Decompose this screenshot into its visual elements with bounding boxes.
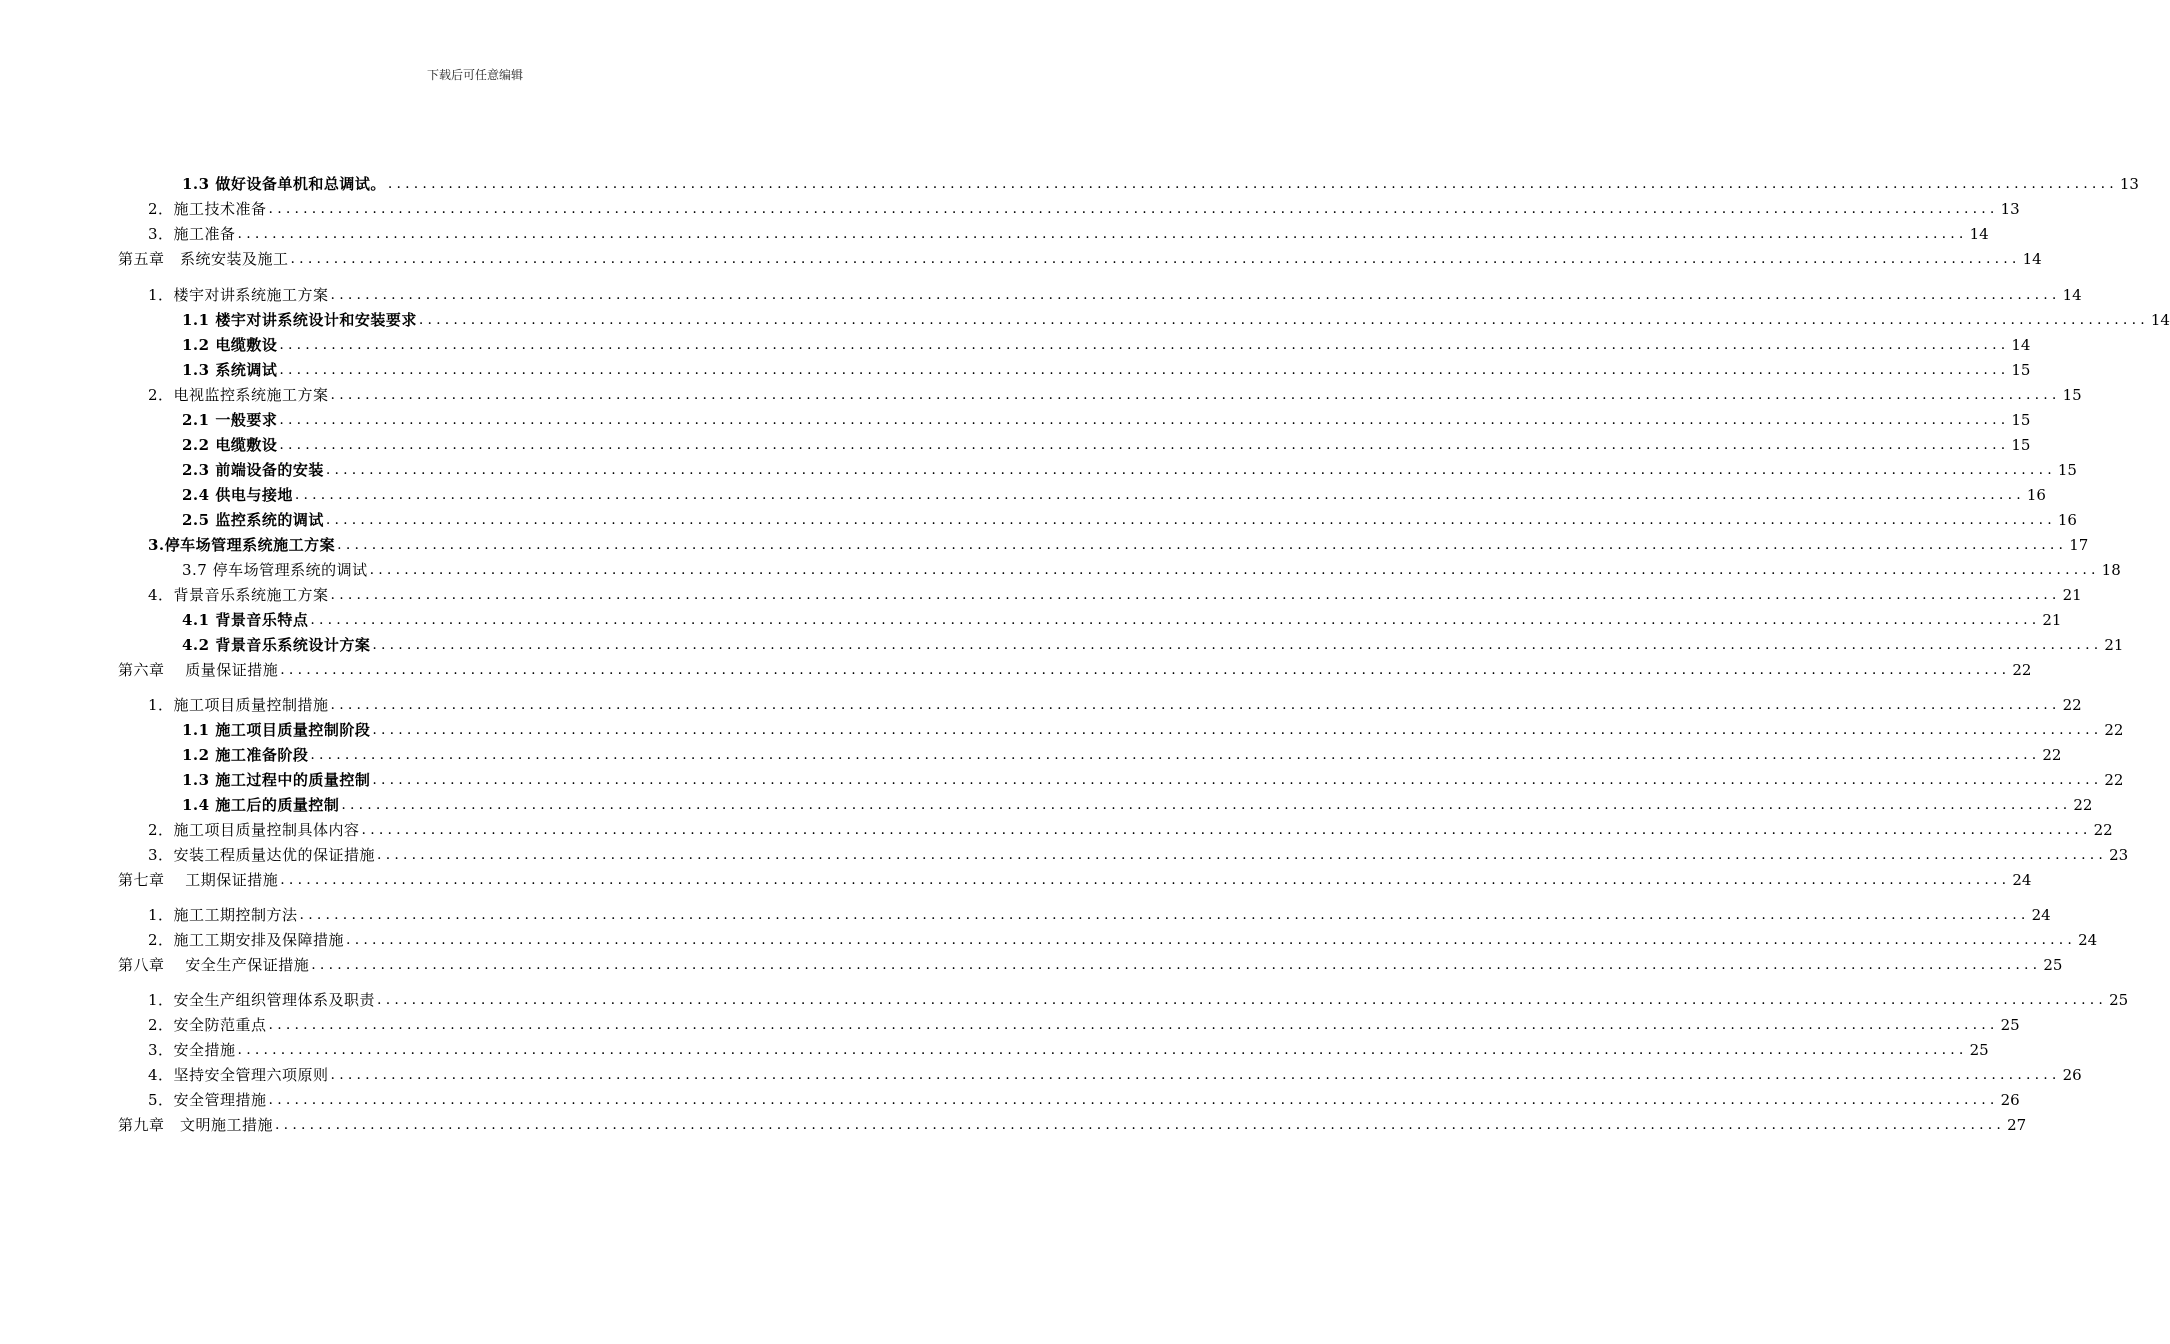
toc-entry[interactable] — [148, 283, 2082, 305]
toc-page-number: 14 — [2062, 286, 2082, 304]
toc-entry[interactable] — [148, 583, 2082, 605]
toc-entry[interactable] — [148, 197, 2020, 219]
toc-entry-title: 第七章 工期保证措施 — [118, 871, 279, 889]
toc-entry-title: 3．安全措施 — [148, 1041, 236, 1059]
toc-page-number: 21 — [2042, 611, 2062, 629]
toc-page-number: 26 — [2000, 1091, 2020, 1109]
toc-page-number: 25 — [2109, 991, 2129, 1009]
toc-entry-title: 4．背景音乐系统施工方案 — [148, 586, 329, 604]
toc-entry[interactable] — [182, 558, 2121, 580]
toc-dot-leader: ........................................................................................................................................................................................................ — [372, 637, 2103, 653]
toc-entry-title: 1.3 系统调试 — [182, 361, 278, 379]
toc-entry-title: 2.5 监控系统的调试 — [182, 511, 324, 529]
toc-entry-title: 1.4 施工后的质量控制 — [182, 796, 340, 814]
toc-entry-title: 5．安全管理措施 — [148, 1091, 267, 1109]
toc-entry-title: 1.2 施工准备阶段 — [182, 746, 309, 764]
toc-entry-title: 2.2 电缆敷设 — [182, 436, 278, 454]
toc-entry-title: 2．施工工期安排及保障措施 — [148, 931, 345, 949]
toc-dot-leader: ........................................................................................................................................................................................................ — [377, 992, 2108, 1008]
toc-entry-title: 2．施工技术准备 — [148, 200, 267, 218]
toc-dot-leader: ........................................................................................................................................................................................................ — [330, 587, 2061, 603]
toc-entry[interactable] — [148, 1013, 2020, 1035]
toc-page-number: 22 — [2104, 771, 2124, 789]
toc-dot-leader: ........................................................................................................................................................................................................ — [337, 537, 2068, 553]
toc-entry-title: 1．安全生产组织管理体系及职责 — [148, 991, 376, 1009]
toc-entry-title: 4.2 背景音乐系统设计方案 — [182, 636, 371, 654]
toc-dot-leader: ........................................................................................................................................................................................................ — [279, 412, 2010, 428]
toc-page-number: 22 — [2093, 821, 2113, 839]
toc-entry-title: 1.1 楼宇对讲系统设计和安装要求 — [182, 311, 417, 329]
toc-entry[interactable] — [148, 1063, 2082, 1085]
toc-page-number: 14 — [2150, 311, 2170, 329]
toc-dot-leader: ........................................................................................................................................................................................................ — [325, 512, 2056, 528]
toc-page-number: 24 — [2078, 931, 2098, 949]
toc-entry[interactable] — [148, 383, 2082, 405]
toc-dot-leader: ........................................................................................................................................................................................................ — [268, 1092, 1999, 1108]
toc-page-number: 24 — [2031, 906, 2051, 924]
toc-page-number: 22 — [2073, 796, 2093, 814]
toc-page-number: 16 — [2057, 511, 2077, 529]
toc-entry[interactable] — [182, 433, 2031, 455]
toc-entry-title: 3．安装工程质量达优的保证措施 — [148, 846, 376, 864]
toc-dot-leader: ........................................................................................................................................................................................................ — [299, 907, 2030, 923]
toc-page-number: 25 — [1969, 1041, 1989, 1059]
toc-page-number: 21 — [2104, 636, 2124, 654]
toc-entry-title: 4.1 背景音乐特点 — [182, 611, 309, 629]
toc-entry-title: 1.3 施工过程中的质量控制 — [182, 771, 371, 789]
toc-entry[interactable] — [182, 608, 2062, 630]
toc-entry-title: 1.2 电缆敷设 — [182, 336, 278, 354]
toc-entry[interactable] — [148, 988, 2129, 1010]
toc-dot-leader: ........................................................................................................................................................................................................ — [310, 747, 2041, 763]
toc-dot-leader: ........................................................................................................................................................................................................ — [294, 487, 2025, 503]
toc-page-number: 13 — [2119, 175, 2139, 193]
toc-page-number: 26 — [2062, 1066, 2082, 1084]
toc-entry[interactable] — [182, 333, 2031, 355]
toc-dot-leader: ........................................................................................................................................................................................................ — [372, 722, 2103, 738]
toc-entry-title: 3．施工准备 — [148, 225, 236, 243]
toc-entry-title: 2．施工项目质量控制具体内容 — [148, 821, 360, 839]
toc-dot-leader: ........................................................................................................................................................................................................ — [268, 201, 1999, 217]
page-header: 下载后可任意编辑 — [426, 68, 523, 82]
toc-dot-leader: ........................................................................................................................................................................................................ — [280, 872, 2011, 888]
toc-entry-title: 1．施工项目质量控制措施 — [148, 696, 329, 714]
toc-entry-title: 第五章 系统安装及施工 — [118, 250, 289, 268]
toc-dot-leader: ........................................................................................................................................................................................................ — [280, 662, 2011, 678]
toc-dot-leader: ........................................................................................................................................................................................................ — [237, 1042, 1968, 1058]
toc-page-number: 15 — [2011, 361, 2031, 379]
toc-entry[interactable] — [182, 768, 2124, 790]
toc-dot-leader: ........................................................................................................................................................................................................ — [279, 337, 2010, 353]
toc-entry[interactable] — [182, 508, 2077, 530]
toc-entry-title: 2．安全防范重点 — [148, 1016, 267, 1034]
toc-page-number: 21 — [2062, 586, 2082, 604]
toc-dot-leader: ........................................................................................................................................................................................................ — [237, 226, 1968, 242]
toc-entry-title: 1．施工工期控制方法 — [148, 906, 298, 924]
toc-entry[interactable] — [148, 533, 2089, 555]
toc-page-number: 15 — [2011, 411, 2031, 429]
toc-dot-leader: ........................................................................................................................................................................................................ — [346, 932, 2077, 948]
toc-page-number: 15 — [2011, 436, 2031, 454]
toc-entry[interactable] — [118, 247, 2042, 269]
toc-entry[interactable] — [148, 1088, 2020, 1110]
toc-page-number: 15 — [2057, 461, 2077, 479]
toc-page-number: 14 — [2011, 336, 2031, 354]
toc-entry[interactable] — [182, 172, 2139, 194]
toc-entry[interactable] — [148, 222, 1989, 244]
toc-page-number: 14 — [2022, 250, 2042, 268]
toc-entry[interactable] — [182, 743, 2062, 765]
toc-dot-leader: ........................................................................................................................................................................................................ — [275, 1117, 2006, 1133]
toc-dot-leader: ........................................................................................................................................................................................................ — [311, 957, 2042, 973]
toc-page-number: 25 — [2000, 1016, 2020, 1034]
toc-entry-title: 第八章 安全生产保证措施 — [118, 956, 310, 974]
toc-dot-leader: ........................................................................................................................................................................................................ — [361, 822, 2092, 838]
toc-page-number: 22 — [2062, 696, 2082, 714]
toc-page-number: 27 — [2007, 1116, 2027, 1134]
toc-entry-title: 4．坚持安全管理六项原则 — [148, 1066, 329, 1084]
toc-page-number: 16 — [2026, 486, 2046, 504]
toc-page-number: 17 — [2069, 536, 2089, 554]
toc-dot-leader: ........................................................................................................................................................................................................ — [279, 437, 2010, 453]
toc-dot-leader: ........................................................................................................................................................................................................ — [279, 362, 2010, 378]
toc-page-number: 25 — [2043, 956, 2063, 974]
toc-page-number: 23 — [2109, 846, 2129, 864]
toc-entry[interactable] — [182, 633, 2124, 655]
toc-page-number: 22 — [2104, 721, 2124, 739]
toc-dot-leader: ........................................................................................................................................................................................................ — [330, 697, 2061, 713]
toc-entry-title: 1.1 施工项目质量控制阶段 — [182, 721, 371, 739]
toc-dot-leader: ........................................................................................................................................................................................................ — [377, 847, 2108, 863]
toc-entry-title: 2.1 一般要求 — [182, 411, 278, 429]
toc-entry[interactable] — [118, 953, 2063, 975]
toc-entry-title: 3.7 停车场管理系统的调试 — [182, 561, 368, 579]
toc-entry-title: 1．楼宇对讲系统施工方案 — [148, 286, 329, 304]
toc-page-number: 22 — [2042, 746, 2062, 764]
toc-page-number: 22 — [2012, 661, 2032, 679]
toc-entry[interactable] — [148, 903, 2051, 925]
toc-dot-leader: ........................................................................................................................................................................................................ — [330, 387, 2061, 403]
toc-entry-title: 2．电视监控系统施工方案 — [148, 386, 329, 404]
toc-entry[interactable] — [182, 718, 2124, 740]
toc-page-number: 14 — [1969, 225, 1989, 243]
toc-entry[interactable] — [118, 658, 2032, 680]
toc-dot-leader: ........................................................................................................................................................................................................ — [290, 251, 2021, 267]
toc-dot-leader: ........................................................................................................................................................................................................ — [418, 312, 2149, 328]
toc-entry-title: 2.3 前端设备的安装 — [182, 461, 324, 479]
toc-dot-leader: ........................................................................................................................................................................................................ — [268, 1017, 1999, 1033]
toc-entry[interactable] — [148, 843, 2129, 865]
toc-entry[interactable] — [182, 483, 2046, 505]
toc-entry-title: 2.4 供电与接地 — [182, 486, 293, 504]
toc-entry[interactable] — [182, 308, 2170, 330]
toc-dot-leader: ........................................................................................................................................................................................................ — [330, 287, 2061, 303]
toc-entry[interactable] — [118, 1113, 2027, 1135]
toc-entry-title: 第九章 文明施工措施 — [118, 1116, 274, 1134]
toc-entry-title: 3.停车场管理系统施工方案 — [148, 536, 336, 554]
toc-dot-leader: ........................................................................................................................................................................................................ — [325, 462, 2056, 478]
toc-page-number: 18 — [2101, 561, 2121, 579]
toc-page-number: 24 — [2012, 871, 2032, 889]
toc-entry[interactable] — [182, 458, 2077, 480]
toc-entry[interactable] — [182, 408, 2031, 430]
toc-dot-leader: ........................................................................................................................................................................................................ — [330, 1067, 2061, 1083]
toc-entry-title: 1.3 做好设备单机和总调试。 — [182, 175, 386, 193]
toc-page-number: 13 — [2000, 200, 2020, 218]
toc-entry[interactable] — [182, 793, 2093, 815]
toc-entry[interactable] — [148, 1038, 1989, 1060]
toc-dot-leader: ........................................................................................................................................................................................................ — [341, 797, 2072, 813]
toc-dot-leader: ........................................................................................................................................................................................................ — [387, 176, 2118, 192]
toc-entry[interactable] — [118, 868, 2032, 890]
toc-entry[interactable] — [148, 693, 2082, 715]
toc-dot-leader: ........................................................................................................................................................................................................ — [372, 772, 2103, 788]
toc-entry[interactable] — [182, 358, 2031, 380]
toc-entry-title: 第六章 质量保证措施 — [118, 661, 279, 679]
toc-dot-leader: ........................................................................................................................................................................................................ — [369, 562, 2100, 578]
toc-dot-leader: ........................................................................................................................................................................................................ — [310, 612, 2041, 628]
toc-entry[interactable] — [148, 818, 2113, 840]
toc-entry[interactable] — [148, 928, 2098, 950]
toc-page-number: 15 — [2062, 386, 2082, 404]
